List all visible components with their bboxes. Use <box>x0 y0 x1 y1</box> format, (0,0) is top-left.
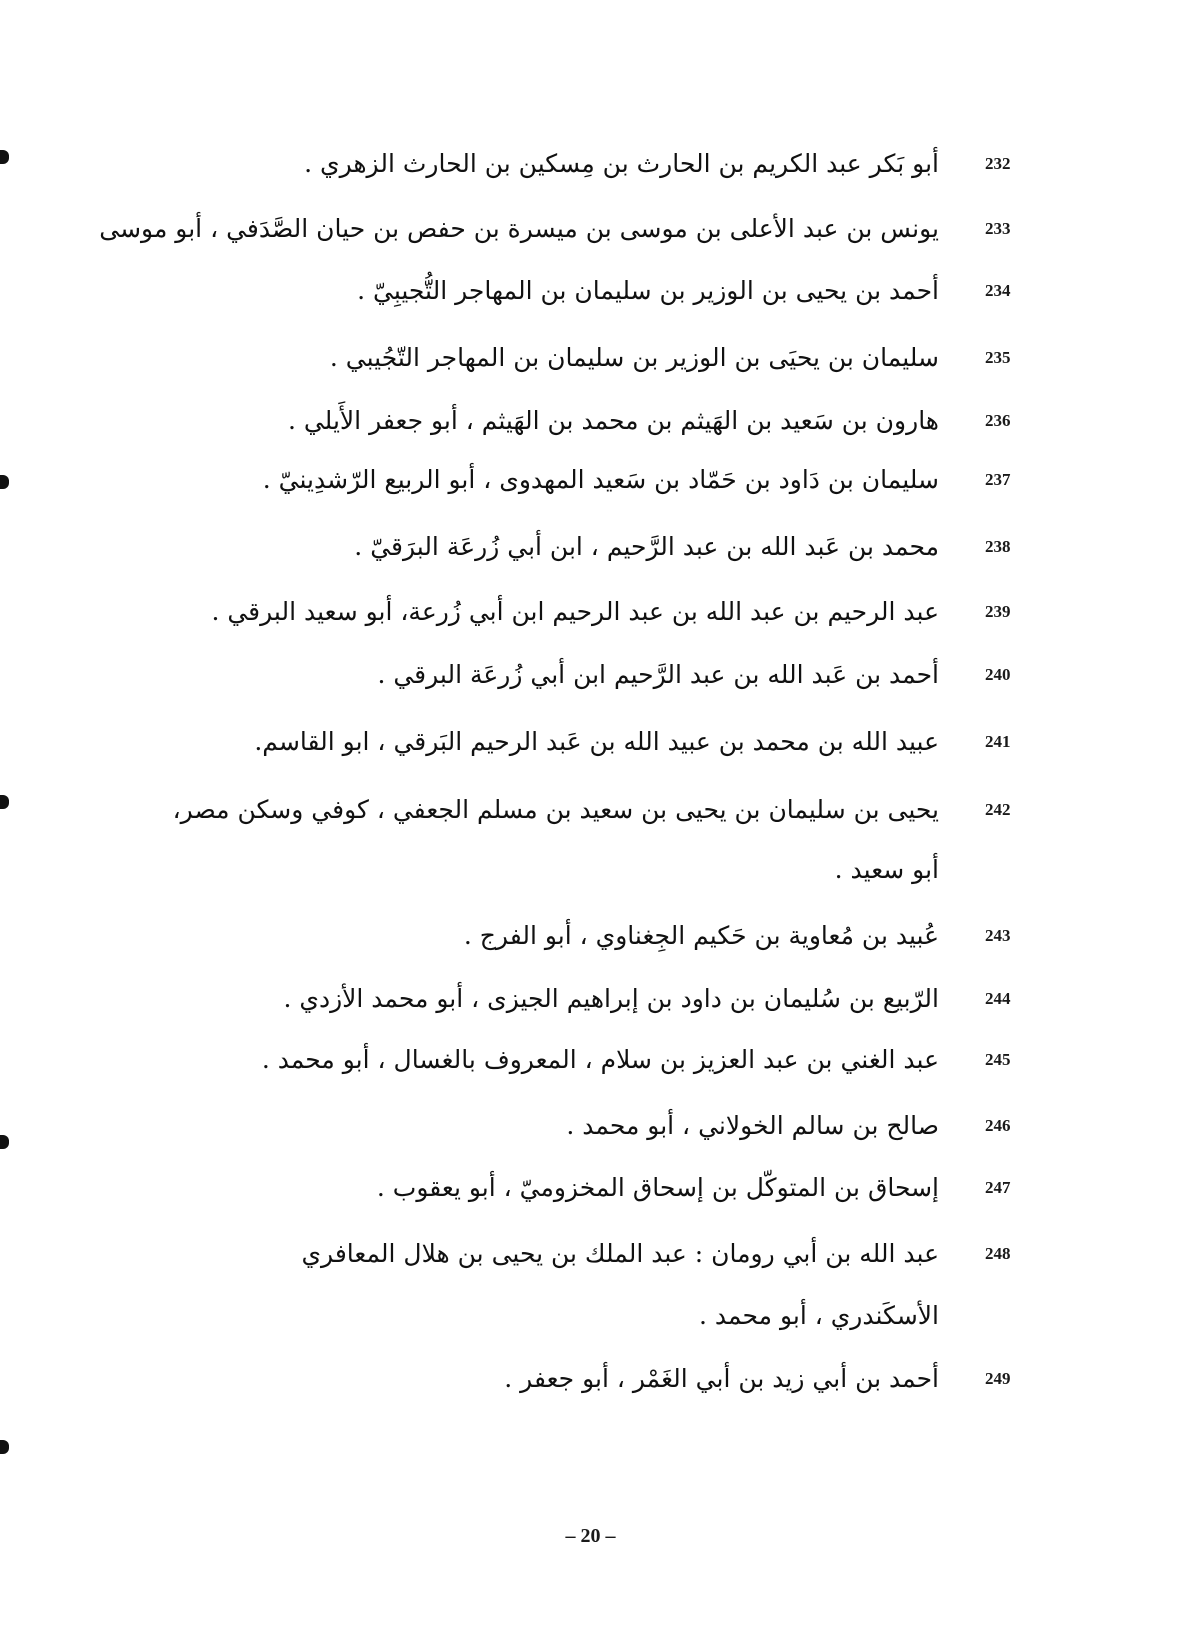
entry-text: إسحاق بن المتوكّل بن إسحاق المخزوميّ ، أبو يعقوب . <box>376 1173 939 1202</box>
scan-edge-mark <box>0 795 9 809</box>
entry-text: أحمد بن يحيى بن الوزير بن سليمان بن المهاجر التُّجيبِيّ . <box>357 276 939 305</box>
entry-text: عبد الله بن أبي رومان : عبد الملك بن يحيى بن هلال المعافري <box>301 1239 939 1268</box>
entry-number: 249 <box>985 1369 1011 1388</box>
entry-number: 244 <box>985 989 1011 1008</box>
scan-edge-mark <box>0 1135 9 1149</box>
entry-number: 242 <box>985 800 1011 819</box>
entry-number: 237 <box>985 470 1011 489</box>
entry-text: سليمان بن يحيَى بن الوزير بن سليمان بن المهاجر التّجُيبي . <box>329 343 939 372</box>
entry-text: عبد الغني بن عبد العزيز بن سلام ، المعروف بالغسال ، أبو محمد . <box>261 1045 939 1074</box>
entry-number: 245 <box>985 1050 1011 1069</box>
entry-number: 238 <box>985 537 1011 556</box>
entry-text: عُبيد بن مُعاوية بن حَكيم الجِغناوي ، أبو الفرج . <box>463 921 939 950</box>
entry-text: الرّبيع بن سُليمان بن داود بن إبراهيم الجيزى ، أبو محمد الأزدي . <box>283 984 939 1013</box>
entry-number: 233 <box>985 219 1011 238</box>
entry-number: 241 <box>985 732 1011 751</box>
entry-text-continuation: أبو سعيد . <box>834 855 939 884</box>
page-number: – 20 – <box>565 1525 616 1547</box>
entry-text: يحيى بن سليمان بن يحيى بن سعيد بن مسلم الجعفي ، كوفي وسكن مصر، <box>172 795 939 824</box>
entry-text-continuation: الأسكَندري ، أبو محمد . <box>699 1301 939 1330</box>
entry-number: 246 <box>985 1116 1011 1135</box>
entry-number: 234 <box>985 281 1011 300</box>
entry-text: عبيد الله بن محمد بن عبيد الله بن عَبد الرحيم البَرقي ، ابو القاسم. <box>254 727 939 756</box>
entry-text: سليمان بن دَاود بن حَمّاد بن سَعيد المهدوى ، أبو الربيع الرّشدِينيّ . <box>262 465 939 494</box>
entry-text: عبد الرحيم بن عبد الله بن عبد الرحيم ابن أبي زُرعة، أبو سعيد البرقي . <box>211 597 939 626</box>
entry-number: 235 <box>985 348 1011 367</box>
entry-number: 248 <box>985 1244 1011 1263</box>
scan-edge-mark <box>0 1440 9 1454</box>
entry-number: 236 <box>985 411 1011 430</box>
entry-number: 239 <box>985 602 1011 621</box>
entry-text: يونس بن عبد الأعلى بن موسى بن ميسرة بن حفص بن حيان الصَّدَفي ، أبو موسى <box>99 214 939 243</box>
entry-number: 247 <box>985 1178 1011 1197</box>
entry-number: 232 <box>985 154 1011 173</box>
entry-number: 243 <box>985 926 1011 945</box>
entry-text: صالح بن سالم الخولاني ، أبو محمد . <box>566 1111 939 1140</box>
scan-edge-mark <box>0 150 9 164</box>
entry-text: أحمد بن عَبد الله بن عبد الرَّحيم ابن أبي زُرعَة البرقي . <box>377 660 939 689</box>
scan-edge-mark <box>0 475 9 489</box>
entry-text: أحمد بن أبي زيد بن أبي الغَمْر ، أبو جعفر . <box>504 1364 939 1393</box>
entry-number: 240 <box>985 665 1011 684</box>
entry-text: أبو بَكر عبد الكريم بن الحارث بن مِسكين بن الحارث الزهري . <box>304 149 939 178</box>
entry-text: محمد بن عَبد الله بن عبد الرَّحيم ، ابن أبي زُرعَة البرَقيّ . <box>354 532 939 561</box>
entry-text: هارون بن سَعيد بن الهَيثم بن محمد بن الهَيثم ، أبو جعفر الأَيلي . <box>287 406 939 435</box>
